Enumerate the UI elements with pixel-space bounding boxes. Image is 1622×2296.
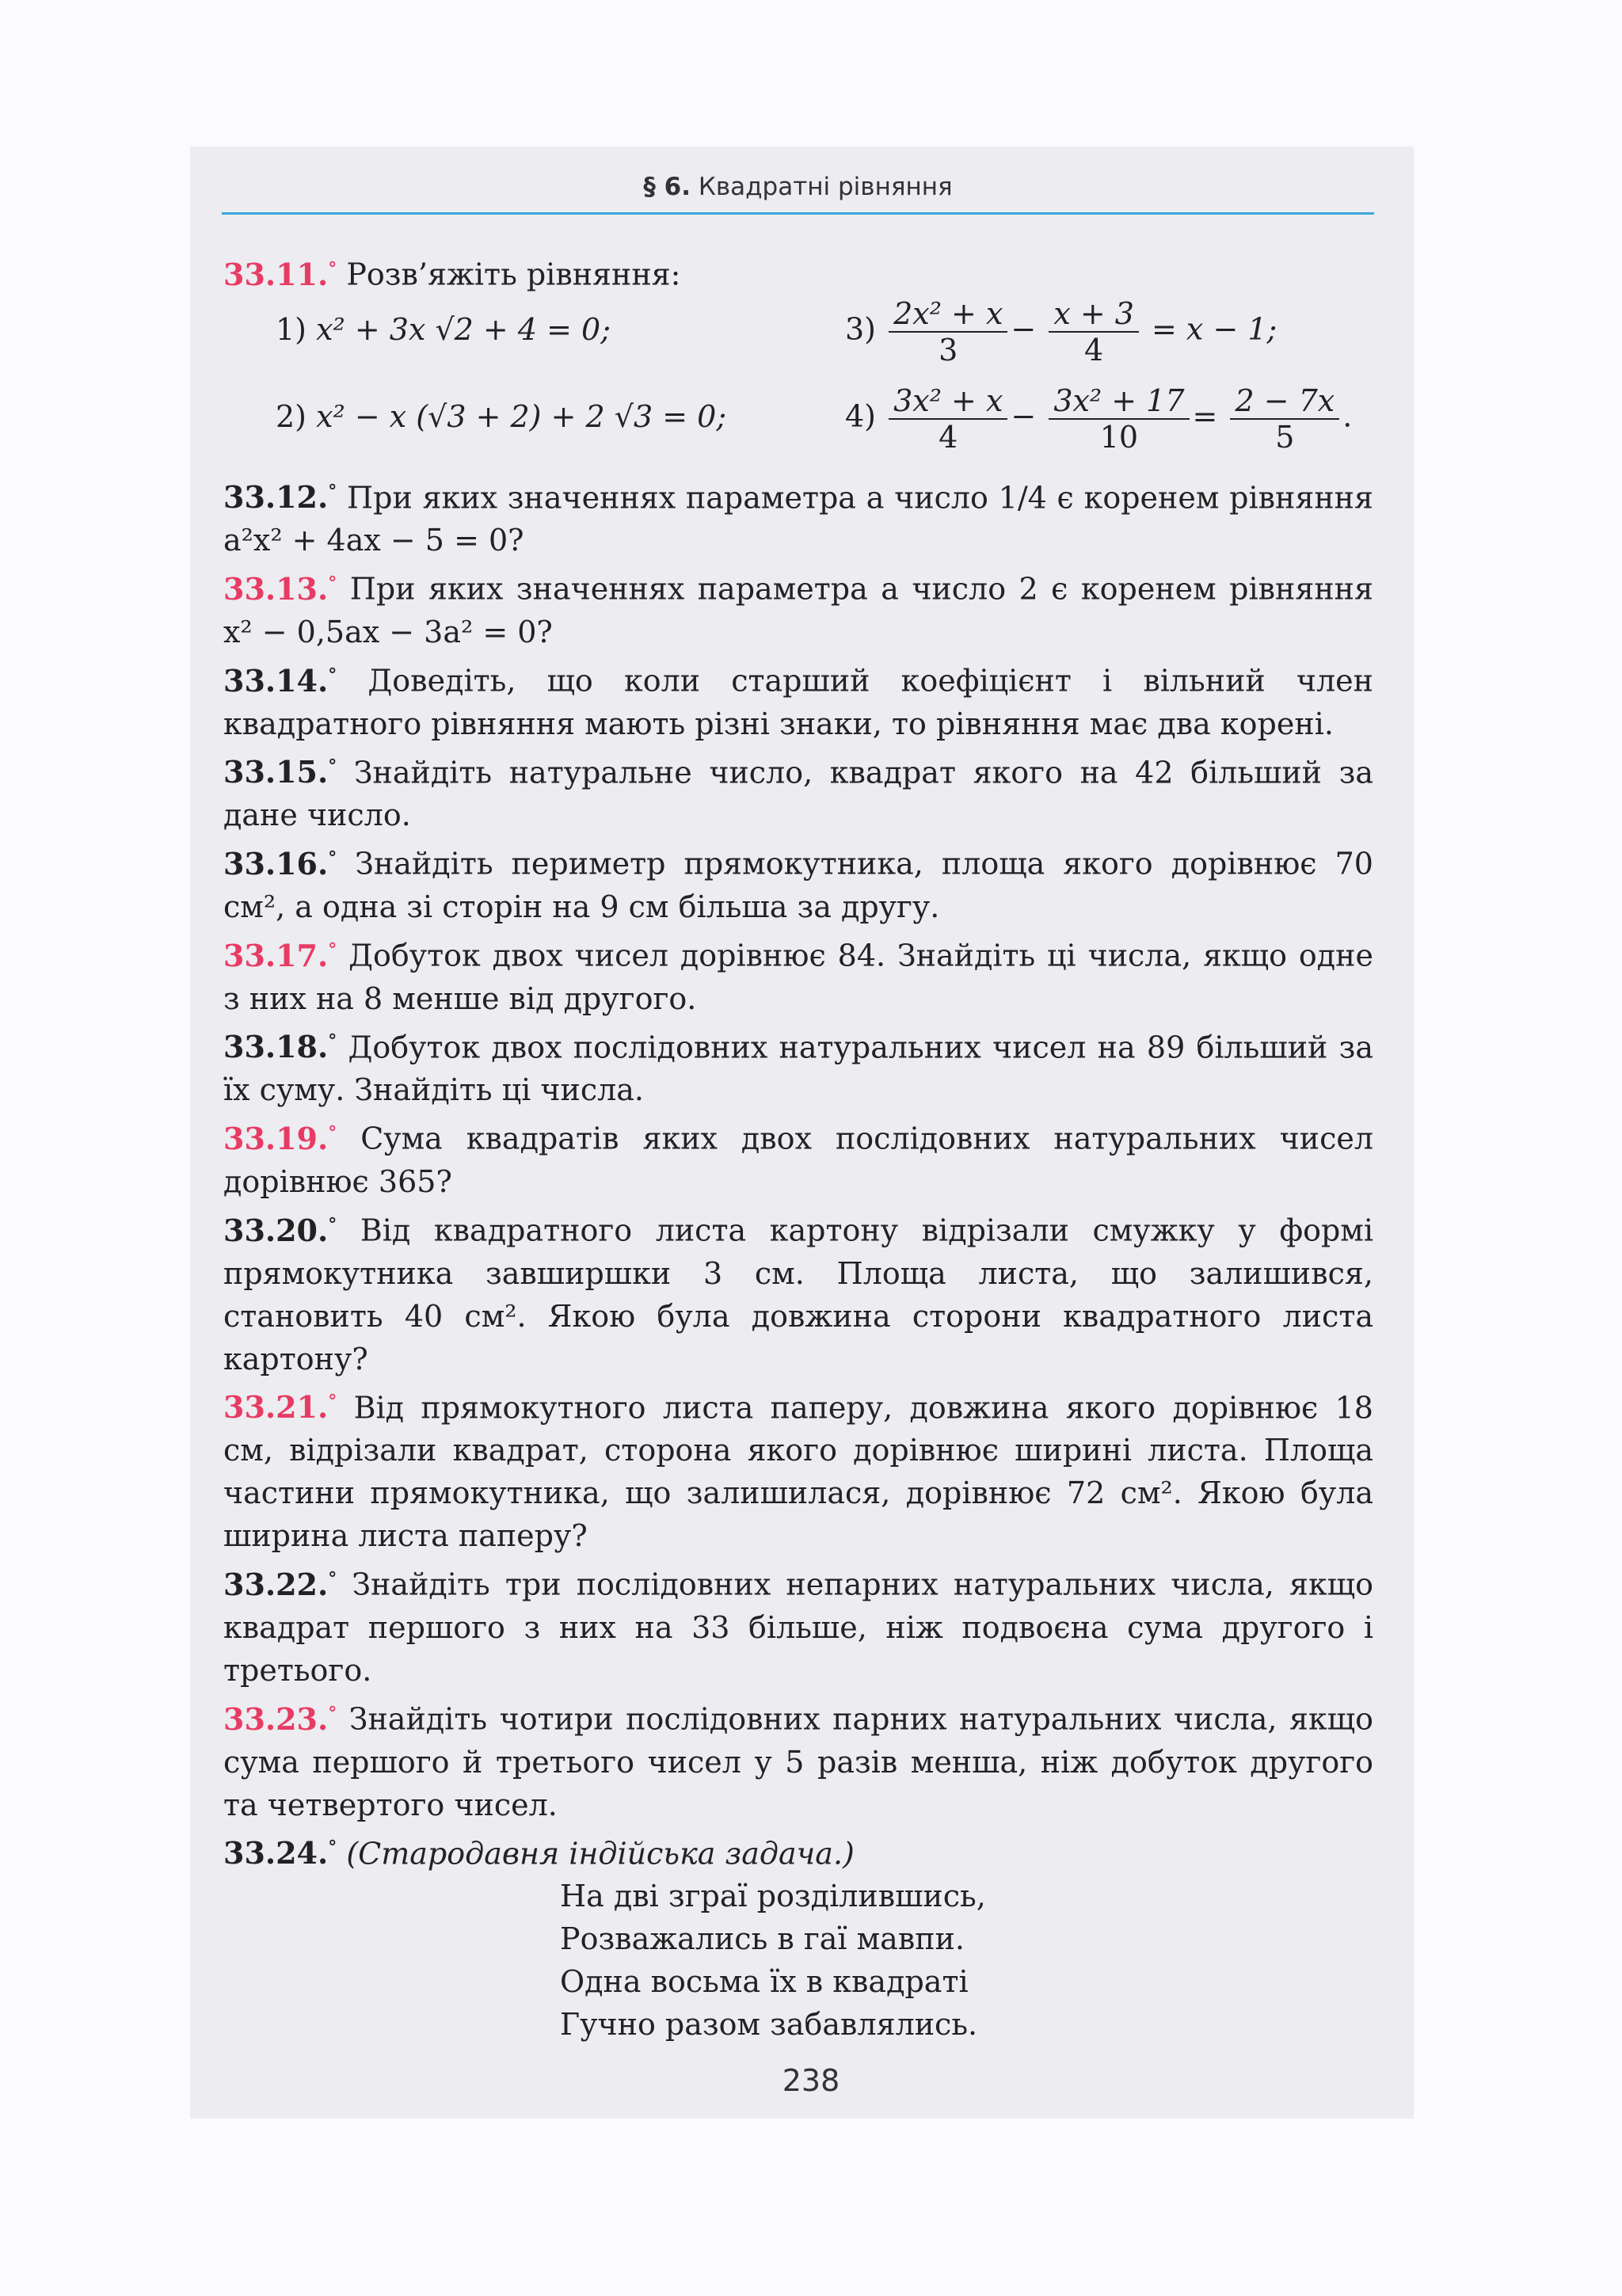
problem-text: (Стародавня індійська задача.) xyxy=(346,1836,855,1871)
problem-number: 33.17.° xyxy=(223,937,337,973)
problem-number: 33.19.° xyxy=(223,1120,337,1156)
problem-number: 33.22.° xyxy=(223,1566,337,1602)
running-header xyxy=(222,158,1374,215)
problem-number: 33.14.° xyxy=(223,662,337,699)
problem-33-15 xyxy=(223,745,1373,837)
problem-33-11 xyxy=(223,247,1373,296)
equation-4: 4) $\frac{\text{3x² + x}}{4}$ − $\frac{\text{3x² + 17}}{10}$ = $\frac{2 - 7x}{5}$ . xyxy=(845,383,1353,455)
problem-33-17 xyxy=(223,928,1373,1020)
page-number: 238 xyxy=(782,2063,840,2098)
problem-number: 33.12.° xyxy=(223,479,337,516)
equation-1: 1) x² + 3x √2 + 4 = 0; xyxy=(276,311,611,347)
poem-line: На дві зграї розділившись, xyxy=(560,1879,986,1914)
problem-text: Знайдіть чотири послідовних парних натуральних числа, якщо сума першого й третього чисел у 5 разів менша, ніж добуток другого та четвертого чисел. xyxy=(223,1701,1373,1822)
problem-text: При яких значеннях параметра a число 1/4 є коренем рівняння a²x² + 4ax − 5 = 0? xyxy=(223,480,1373,558)
poem-line: Одна восьма їх в квадраті xyxy=(560,1964,969,2000)
problem-number: 33.13.° xyxy=(223,570,337,607)
problem-33-14 xyxy=(223,653,1373,745)
poem-line: Розважались в гаї мавпи. xyxy=(560,1921,965,1957)
equation-row-2 xyxy=(223,383,1373,470)
problem-text: Від прямокутного листа паперу, довжина якого дорівнює 18 см, відрізали квадрат, сторона якого дорівнює ширині листа. Площа частини прямокутника, що залишилася, дорівнює 72 см². Якою була ширина листа паперу? xyxy=(223,1390,1373,1554)
problem-text: Сума квадратів яких двох послідовних натуральних чисел дорівнює 365? xyxy=(223,1121,1373,1199)
problem-text: Розв’яжіть рівняння: xyxy=(346,257,681,292)
problem-text: Знайдіть натуральне число, квадрат якого на 42 більший за дане число. xyxy=(223,755,1373,833)
poem xyxy=(223,1875,1373,2046)
problem-33-13 xyxy=(223,562,1373,653)
problem-33-20 xyxy=(223,1203,1373,1380)
problem-33-23 xyxy=(223,1692,1373,1826)
problems-container xyxy=(223,470,1373,1826)
equation-3: 3) $\frac{\text{2x² + x}}{3}$ − $\frac{x + 3}{4}$ = x − 1; xyxy=(845,295,1277,367)
problem-33-16 xyxy=(223,836,1373,928)
problem-33-22 xyxy=(223,1557,1373,1692)
poem-line: Гучно разом забавлялись. xyxy=(560,2007,978,2043)
problem-text: Добуток двох послідовних натуральних чисел на 89 більший за їх суму. Знайдіть ці числа. xyxy=(223,1030,1373,1108)
equation-row-1 xyxy=(223,296,1373,383)
problem-33-18 xyxy=(223,1020,1373,1112)
problem-text: Добуток двох чисел дорівнює 84. Знайдіть ці числа, якщо одне з них на 8 менше від другого. xyxy=(223,938,1373,1016)
problem-33-19 xyxy=(223,1111,1373,1203)
problem-number: 33.18.° xyxy=(223,1029,337,1065)
equation-2: 2) x² − x (√3 + 2) + 2 √3 = 0; xyxy=(276,398,727,434)
problem-text: Від квадратного листа картону відрізали смужку у формі прямокутника завширшки 3 см. Площа листа, що залишився, становить 40 см². Якою була довжина сторони квадратного листа картону? xyxy=(223,1213,1373,1376)
problem-number: 33.21.° xyxy=(223,1389,337,1426)
problem-33-21 xyxy=(223,1380,1373,1558)
problems-list xyxy=(223,247,1373,2046)
section-number: § 6. xyxy=(643,173,691,201)
problem-33-12 xyxy=(223,470,1373,562)
problem-number: 33.16.° xyxy=(223,845,337,881)
header-rule xyxy=(222,212,1374,215)
problem-text: Знайдіть периметр прямокутника, площа якого дорівнює 70 см², а одна зі сторін на 9 см більша за другу. xyxy=(223,846,1373,924)
problem-33-24 xyxy=(223,1826,1373,1875)
problem-number: 33.24.° xyxy=(223,1835,337,1871)
problem-number: 33.20.° xyxy=(223,1212,337,1248)
problem-text: Доведіть, що коли старший коефіцієнт і вільний член квадратного рівняння мають різні знаки, то рівняння має два корені. xyxy=(223,663,1373,741)
problem-text: Знайдіть три послідовних непарних натуральних числа, якщо квадрат першого з них на 33 більше, ніж подвоєна сума другого і третього. xyxy=(223,1567,1373,1688)
problem-number: 33.15.° xyxy=(223,754,337,790)
section-title: Квадратні рівняння xyxy=(698,173,953,201)
problem-text: При яких значеннях параметра a число 2 є коренем рівняння x² − 0,5ax − 3a² = 0? xyxy=(223,571,1373,649)
problem-number: 33.11.° xyxy=(223,256,337,292)
problem-number: 33.23.° xyxy=(223,1700,337,1737)
